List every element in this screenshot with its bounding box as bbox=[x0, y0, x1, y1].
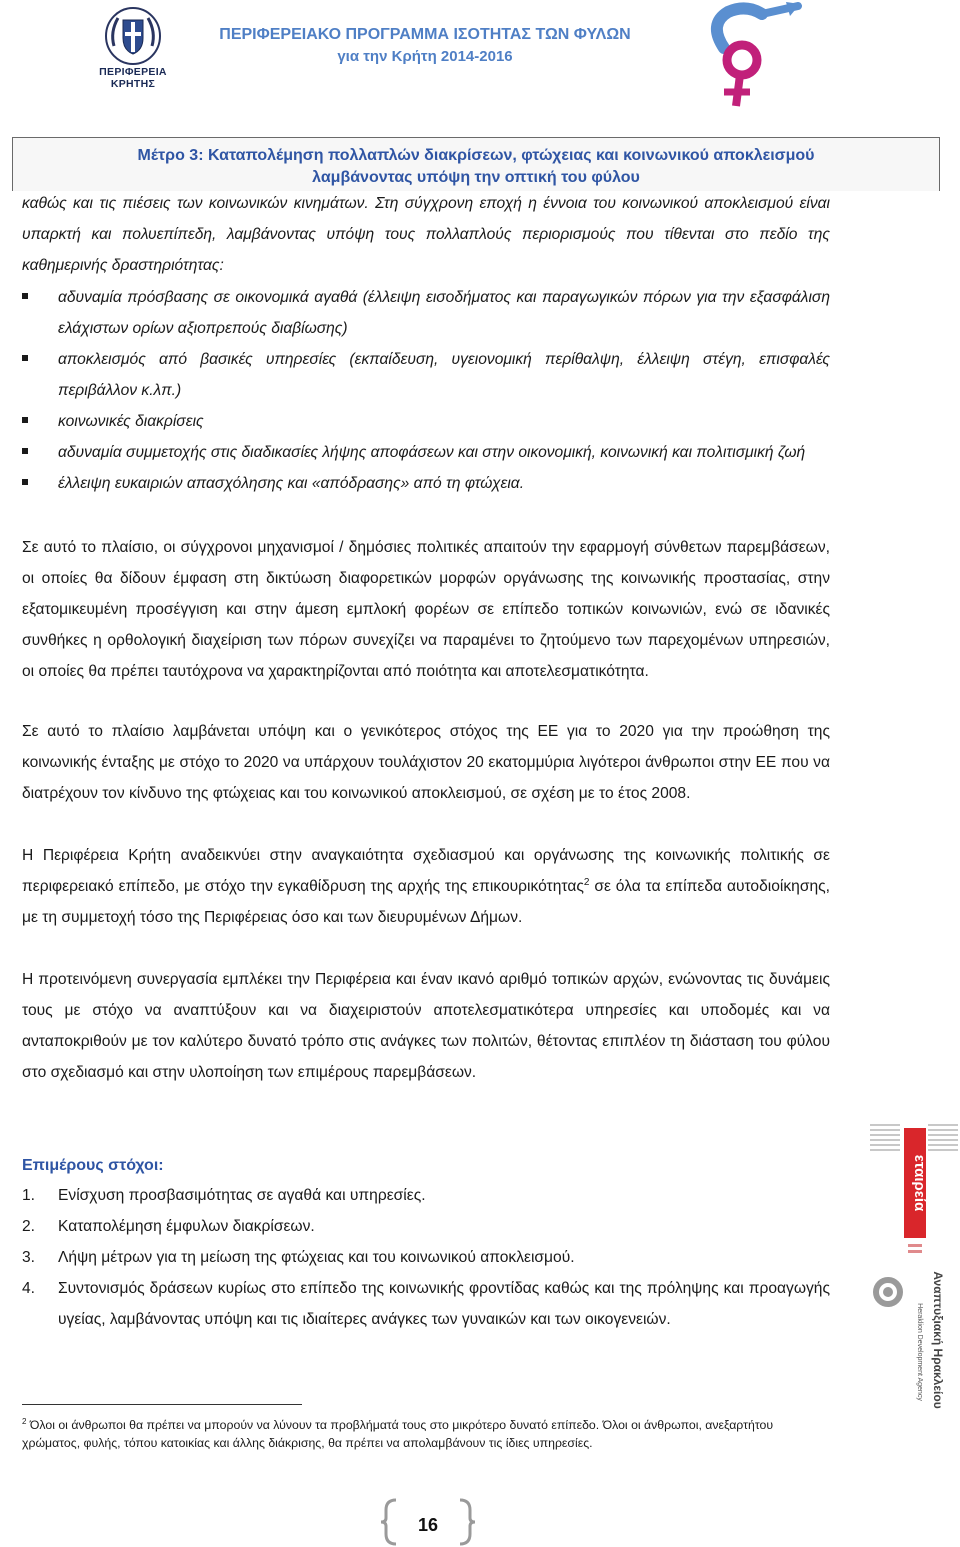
page-header bbox=[0, 0, 960, 100]
list-number: 3. bbox=[22, 1249, 36, 1266]
page-number: 16 bbox=[417, 1515, 439, 1535]
paragraph-subsidiarity bbox=[22, 840, 830, 933]
square-bullet-icon bbox=[22, 479, 28, 485]
list-item bbox=[22, 1273, 830, 1335]
paragraph-cooperation: Η προτεινόμενη συνεργασία εμπλέκει την Περιφέρεια και έναν ικανό αριθμό τοπικών αρχών, ενώνοντας τις δυνάμεις τους με στόχο να αναπτύξουν και να διαχειριστούν αποτελεσματικότερα υπηρεσίες και υποδομές και να ανταποκριθούν με τον καλύτερο δυνατό τρόπο στις ανάγκες των πολιτών, θέτοντας επιπλέον τη διάσταση του φύλου στο σχεδιασμό και στην υλοποίηση των επιμέρους παρεμβάσεων. bbox=[22, 971, 830, 1081]
list-number: 4. bbox=[22, 1280, 36, 1297]
region-name-line2: ΚΡΗΤΗΣ bbox=[110, 78, 156, 90]
footnote bbox=[22, 1416, 830, 1452]
gender-equality-icon bbox=[700, 2, 810, 110]
paragraph-context: Σε αυτό το πλαίσιο, οι σύγχρονοι μηχανισμοί / δημόσιες πολιτικές απαιτούν την εφαρμογή σύνθετων παρεμβάσεων, οι οποίες θα δίδουν έμφαση στη δικτύωση διαφορετικών μορφών οργάνωσης της κοινωνικής προστασίας, στην εξατομικευμένη προσέγγιση και στην άμεση εμπλοκή φορέων σε επίπεδο τοπικών κοινωνιών, ενώ σε ιδανικές συνθήκες η ορθολογική διαχείριση των πόρων συνεχίζει να παραμένει το ζητούμενο των παρεχομένων υπηρεσιών, οι οποίες θα πρέπει ταυτόχρονα να χαρακτηρίζονται από ποιότητα και αποτελεσματικότητα. bbox=[22, 539, 830, 680]
list-item bbox=[22, 437, 830, 468]
list-item bbox=[22, 1211, 830, 1242]
bullet-text: έλλειψη ευκαιριών απασχόλησης και «απόδρασης» από τη φτώχεια. bbox=[58, 475, 525, 492]
list-item bbox=[22, 406, 830, 437]
objectives-list bbox=[22, 1180, 830, 1335]
region-name-line1: ΠΕΡΙΦΕΡΕΙΑ bbox=[99, 66, 167, 78]
objective-text: Συντονισμός δράσεων κυρίως στο επίπεδο της κοινωνικής φροντίδας καθώς και της πρόληψης και προαγωγής υγείας, λαμβάνοντας υπόψη και τις ιδιαίτερες ανάγκες των γυναικών και των οικογενειών. bbox=[58, 1280, 830, 1328]
list-item bbox=[22, 1180, 830, 1211]
side-agency-english: Heraklion Development Agency bbox=[916, 1303, 923, 1401]
measure-title-line1: Μέτρο 3: Καταπολέμηση πολλαπλών διακρίσεων, φτώχειας και κοινωνικού αποκλεισμού bbox=[137, 147, 815, 164]
exclusion-bullet-list bbox=[22, 282, 830, 499]
footnote-text: Όλοι οι άνθρωποι θα πρέπει να μπορούν να λύνουν τα προβλήματά τους στο μικρότερο δυνατό επίπεδο. Όλοι οι άνθρωποι, ανεξαρτήτου χρώματος, φυλής, τόπου κατοικίας και άλλης διάκρισης, θα πρέπει να απολαμβάνουν τις ίδιες υπηρεσίες. bbox=[22, 1418, 774, 1450]
list-number: 1. bbox=[22, 1187, 36, 1204]
objective-text: Καταπολέμηση έμφυλων διακρίσεων. bbox=[58, 1218, 315, 1235]
measure-title-line2: λαμβάνοντας υπόψη την οπτική του φύλου bbox=[312, 169, 640, 186]
paragraph-eu-target: Σε αυτό το πλαίσιο λαμβάνεται υπόψη και ο γενικότερος στόχος της ΕΕ για το 2020 για την προώθηση της κοινωνικής ένταξης με στόχο το 2020 να υπάρχουν τουλάχιστον 20 εκατομμύρια λιγότεροι άνθρωποι στην ΕΕ που να διατρέχουν τον κίνδυνο της φτώχειας και του κοινωνικού αποκλεισμού, σε σχέση με το έτος 2008. bbox=[22, 723, 830, 802]
subsidiarity-text: Η Περιφέρεια Κρήτη αναδεικνύει στην αναγκαιότητα σχεδιασμού και οργάνωσης της κοινωνικής πολιτικής σε περιφερειακό επίπεδο, με στόχο την εγκαθίδρυση της αρχής της επικουρικότητας bbox=[22, 847, 830, 895]
list-item bbox=[22, 344, 830, 406]
square-bullet-icon bbox=[22, 417, 28, 423]
list-item bbox=[22, 1242, 830, 1273]
square-bullet-icon bbox=[22, 293, 28, 299]
side-agency-greek: Αναπτυξιακή Ηρακλείου bbox=[931, 1271, 945, 1409]
objective-text: Λήψη μέτρων για τη μείωση της φτώχειας και του κοινωνικού αποκλεισμού. bbox=[58, 1249, 575, 1266]
heraklion-development-agency-logo bbox=[868, 1120, 960, 1420]
footnote-divider bbox=[22, 1404, 302, 1405]
footnote-marker: 2 bbox=[22, 1416, 27, 1426]
intro-paragraph: καθώς και τις πιέσεις των κοινωνικών κινημάτων. Στη σύγχρονη εποχή η έννοια του κοινωνικού αποκλεισμού είναι υπαρκτή και πολυεπίπεδη, λαμβάνοντας υπόψη τους πολλαπλούς περιορισμούς που τίθενται στο πεδίο της καθημερινής δραστηριότητας: bbox=[22, 195, 830, 274]
greek-emblem-icon bbox=[104, 6, 162, 66]
footnote-reference[interactable]: 2 bbox=[583, 876, 590, 888]
bullet-text: αδυναμία πρόσβασης σε οικονομικά αγαθά (έλλειψη εισοδήματος και παραγωγικών πόρων για την εξασφάλιση ελάχιστων ορίων αξιοπρεπούς διαβίωσης) bbox=[58, 289, 830, 337]
bullet-text: αποκλεισμός από βασικές υπηρεσίες (εκπαίδευση, υγειονομική περίθαλψη, έλλειψη στέγη, επισφαλές περιβάλλον κ.λπ.) bbox=[58, 351, 830, 399]
list-number: 2. bbox=[22, 1218, 36, 1235]
program-title: ΠΕΡΙΦΕΡΕΙΑΚΟ ΠΡΟΓΡΑΜΜΑ ΙΣΟΤΗΤΑΣ ΤΩΝ ΦΥΛΩΝ bbox=[219, 26, 631, 43]
region-crete-logo bbox=[88, 6, 178, 92]
program-subtitle: για την Κρήτη 2014-2016 bbox=[337, 48, 513, 65]
list-item bbox=[22, 282, 830, 344]
side-brand-text: εταιρεία bbox=[911, 1154, 928, 1212]
objective-text: Ενίσχυση προσβασιμότητας σε αγαθά και υπηρεσίες. bbox=[58, 1187, 426, 1204]
subsidiarity-text-cont: σε όλα τα επίπεδα αυτοδιοίκησης, με τη συμμετοχή τόσο της Περιφέρειας όσο και των διευρυμένων Δήμων. bbox=[22, 878, 830, 926]
measure-title bbox=[12, 145, 940, 189]
objectives-heading: Επιμέρους στόχοι: bbox=[22, 1157, 164, 1174]
square-bullet-icon bbox=[22, 448, 28, 454]
list-item bbox=[22, 468, 830, 499]
square-bullet-icon bbox=[22, 355, 28, 361]
bullet-text: αδυναμία συμμετοχής στις διαδικασίες λήψης αποφάσεων και στην οικονομική, κοινωνική και πολιτισμική ζωή bbox=[58, 444, 806, 461]
bullet-text: κοινωνικές διακρίσεις bbox=[58, 413, 204, 430]
